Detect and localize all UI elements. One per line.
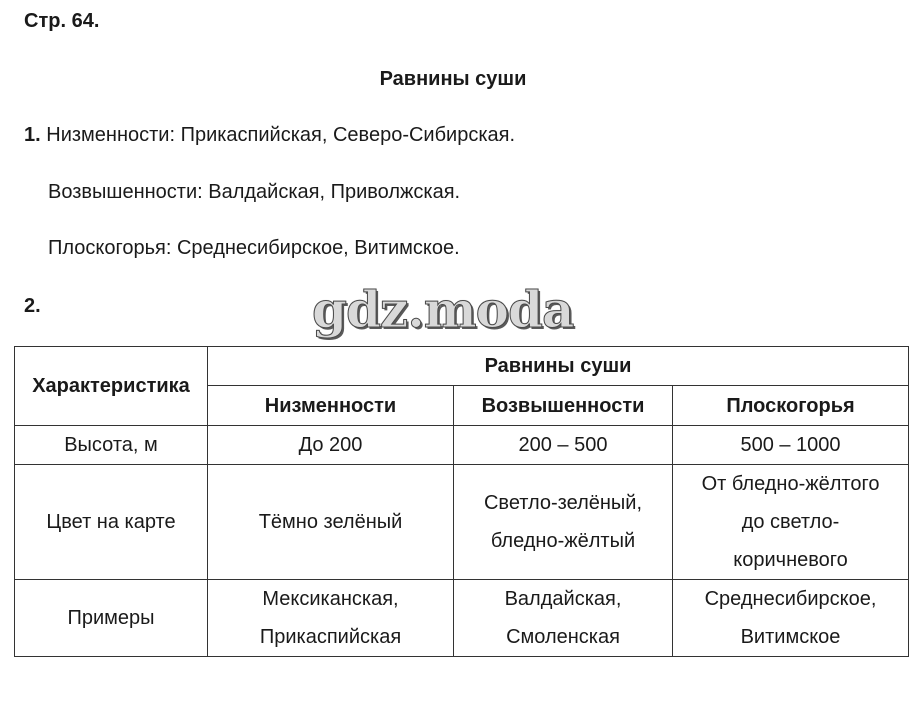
table-cell: Тёмно зелёный: [208, 465, 454, 580]
task1-line-1: [24, 124, 515, 147]
task1-lowlands: Низменности: Прикаспийская, Северо-Сибирская.: [46, 124, 516, 146]
row-label: Цвет на карте: [15, 465, 208, 580]
watermark-logo: gdz.moda: [312, 280, 574, 339]
task1-plateaus: Плоскогорья: Среднесибирское, Витимское.: [48, 237, 460, 259]
header-uplands: Возвышенности: [454, 386, 673, 426]
header-characteristic: Характеристика: [15, 347, 208, 426]
table-cell: 200 – 500: [454, 426, 673, 465]
table-row: [15, 465, 909, 580]
row-label: Примеры: [15, 580, 208, 657]
task1-uplands: Возвышенности: Валдайская, Приволжская.: [48, 181, 461, 203]
table-cell: Валдайская, Смоленская: [454, 580, 673, 657]
row-label: Высота, м: [15, 426, 208, 465]
plains-table: [14, 346, 909, 657]
table-row: [15, 426, 909, 465]
table-row: [15, 580, 909, 657]
header-plateaus: Плоскогорья: [673, 386, 909, 426]
table-cell: От бледно-жёлтого до светло- коричневого: [673, 465, 909, 580]
table-cell: 500 – 1000: [673, 426, 909, 465]
task1-number: 1.: [24, 124, 41, 146]
table-cell: Светло-зелёный, бледно-жёлтый: [454, 465, 673, 580]
table-cell: Среднесибирское, Витимское: [673, 580, 909, 657]
page-label: Стр. 64.: [24, 10, 100, 32]
task2-number: 2.: [24, 295, 41, 317]
header-lowlands: Низменности: [208, 386, 454, 426]
page-title: Равнины суши: [379, 68, 527, 90]
table-cell: Мексиканская, Прикаспийская: [208, 580, 454, 657]
table-cell: До 200: [208, 426, 454, 465]
header-plains: Равнины суши: [208, 347, 909, 386]
